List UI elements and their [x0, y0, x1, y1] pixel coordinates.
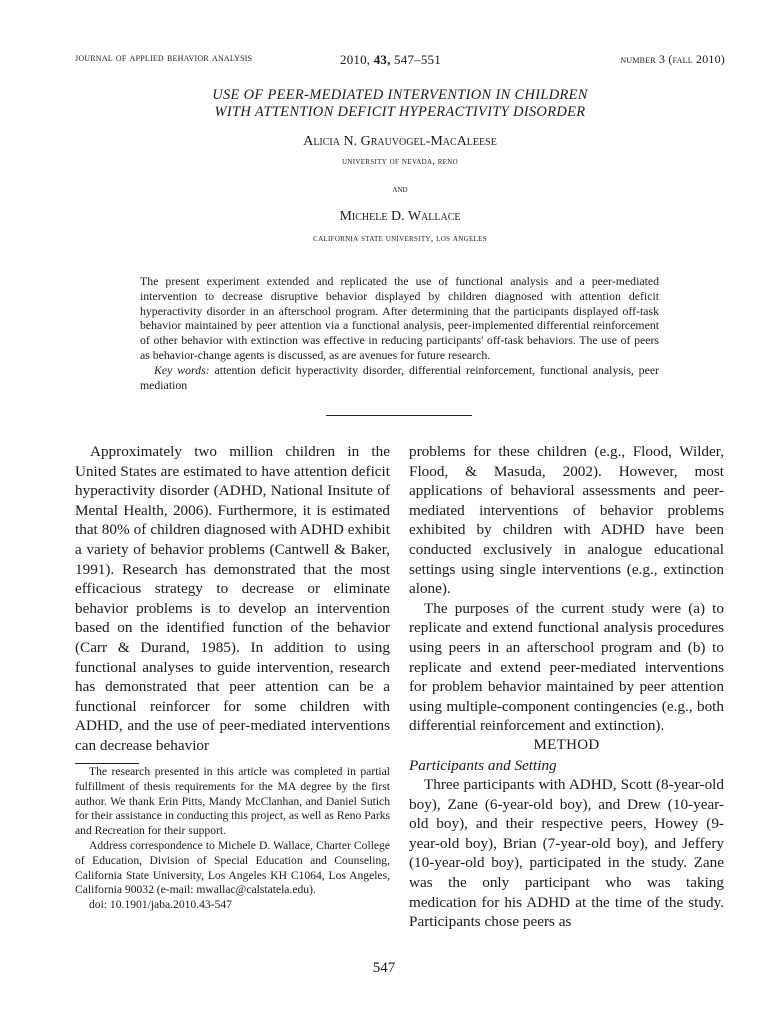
footnotes: [75, 765, 390, 913]
journal-name: journal of applied behavior analysis: [75, 52, 253, 64]
author-1-name: Alicia N. Grauvogel-MacAleese: [303, 134, 497, 149]
participants-subheading: Participants and Setting: [409, 756, 557, 774]
keywords-list: attention deficit hyperactivity disorder, differential reinforcement, functional analysis, peer mediation: [140, 362, 659, 392]
page-number: 547: [372, 960, 396, 976]
title-line-1: USE OF PEER-MEDIATED INTERVENTION IN CHILDREN: [212, 87, 588, 103]
keywords: [140, 363, 659, 393]
keywords-label: Key words:: [154, 362, 210, 377]
footnote-doi: doi: 10.1901/jaba.2010.43-547: [89, 898, 232, 912]
and-word: and: [392, 184, 408, 195]
footnote-rule: [75, 763, 139, 764]
abstract-text: The present experiment extended and replicated the use of functional analysis and a peer-mediated intervention to decrease disruptive behavior displayed by children diagnosed with attention deficit hyperactivity disorder in an afterschool program. After determining that the participants displayed off-task behavior maintained by peer attention via a functional analysis, peer-implemented differential reinforcement of other behavior with extinction was effective in reducing participants' off-task behaviors. The use of peers as behavior-change agents is discussed, as are avenues for future research.: [140, 274, 659, 362]
author-2-affiliation: california state university, los angeles: [313, 234, 487, 244]
intro-paragraph-continued: problems for these children (e.g., Flood, Wilder, Flood, & Masuda, 2002). However, most applications of behavioral assessments and peer-mediated interventions of behavior problems exhibited by children with ADHD have been conducted exclusively in analogue educational settings using single interventions (e.g., extinction alone).: [409, 443, 724, 598]
issue-number: number 3 (fall 2010): [620, 52, 725, 66]
footnote-acknowledgment: The research presented in this article was completed in partial fulfillment of thesis requirements for the MA degree by the first author. We thank Erin Pitts, Mandy McClanhan, and Daniel Sutich for their assistance in conducting this project, as well as Reno Parks and Recreation for their support.: [75, 765, 390, 838]
volume: 43,: [373, 52, 391, 67]
method-heading: METHOD: [533, 736, 600, 753]
intro-paragraph: Approximately two million children in the United States are estimated to have attention deficit hyperactivity disorder (ADHD, National Insitute of Mental Health, 2006). Furthermore, it is estimated that 80% of children diagnosed with ADHD exhibit a variety of behavior problems (Cantwell & Baker, 1991). Research has demonstrated that the most efficacious strategy to decrease or eliminate behavior problems is to develop an intervention based on the identified function of the behavior (Carr & Durand, 1985). In addition to using functional analyses to guide intervention, research has demonstrated that peer attention can be a functional reinforcer for some children with ADHD, and the use of peer-mediated interventions can decrease behavior: [75, 443, 390, 754]
abstract: [140, 274, 659, 392]
volume-info: [340, 52, 441, 68]
left-column: [75, 442, 390, 756]
abstract-divider: [326, 415, 472, 416]
right-column: [409, 442, 724, 932]
author-1-affiliation: university of nevada, reno: [342, 157, 458, 167]
author-2-name: Michele D. Wallace: [339, 209, 461, 224]
article-title: [75, 87, 725, 121]
participants-paragraph: Three participants with ADHD, Scott (8-year-old boy), Zane (6-year-old boy), and Drew (10-year-old boy), and their respective peers, Howey (9-year-old boy), Brian (7-year-old boy), and Jeffery (10-year-old boy), participated in the study. Zane was the only participant who was taking medication for his ADHD at the time of the study. Participants chose peers as: [409, 776, 724, 931]
footnote-correspondence: Address correspondence to Michele D. Wallace, Charter College of Education, Division of Special Education and Counseling, California State University, Los Angeles KH C1064, Los Angeles, California 90032 (e-mail: mwallac@calstatela.edu).: [75, 838, 390, 897]
purpose-paragraph: The purposes of the current study were (a) to replicate and extend functional analysis procedures using peers in an afterschool program and (b) to replicate and extend peer-mediated interventions for problem behavior maintained by peer attention using multiple-component contingencies (e.g., both differential reinforcement and extinction).: [409, 599, 724, 735]
title-line-2: WITH ATTENTION DEFICIT HYPERACTIVITY DISORDER: [214, 104, 586, 120]
year: 2010,: [340, 52, 371, 67]
running-head: [75, 52, 725, 70]
page-range: 547–551: [394, 52, 441, 67]
